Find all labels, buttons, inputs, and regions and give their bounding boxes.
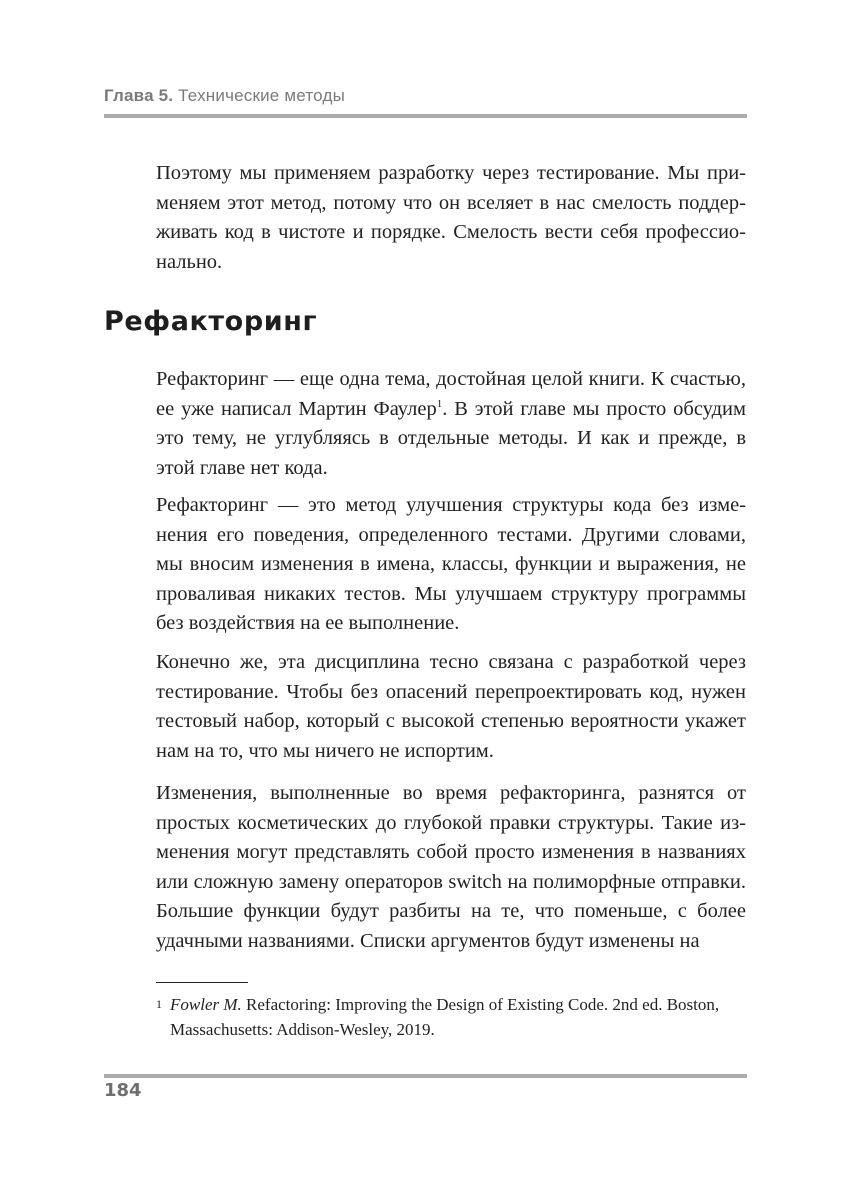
section-title: Рефакторинг	[104, 306, 318, 337]
running-head	[104, 86, 345, 106]
footnote-text	[170, 993, 746, 1042]
paragraph-refactoring-definition: Рефакторинг — это метод улучшения структуры кода без изменения его поведения, определенного тестами. Другими словами, мы вносим изменения в имена, классы, функции и выражения, не проваливая никаких тестов. Мы улучшаем структуру программы без воздействия на ее выполнение.	[156, 494, 746, 635]
footnote-divider	[156, 982, 248, 983]
paragraph-intro: Поэтому мы применяем разработку через тестирование. Мы применяем этот метод, потому что он вселяет в нас смелость поддерживать код в чистоте и порядке. Смелость вести себя профессионально.	[156, 162, 746, 273]
header-rule	[104, 114, 747, 118]
paragraph-text: . В этой главе мы просто обсудим это тему, не углубляясь в отдельные методы. И как и прежде, в этой главе нет кода.	[156, 397, 746, 479]
chapter-title: Технические методы	[178, 86, 345, 105]
chapter-label: Глава 5.	[104, 86, 174, 105]
paragraph-refactoring-intro	[156, 365, 746, 483]
footnote-reference[interactable]: 1	[436, 397, 443, 410]
page-number: 184	[104, 1080, 142, 1101]
footnote-citation: Refactoring: Improving the Design of Existing Code. 2nd ed. Boston, Massachusetts: Addison-Wesley, 2019.	[170, 995, 720, 1039]
paragraph-tdd-relation: Конечно же, эта дисциплина тесно связана с разработкой через тестирование. Чтобы без опасений перепроектировать код, нужен тестовый набор, который с высокой степенью вероятности укажет нам на то, что мы ничего не испортим.	[156, 651, 746, 762]
paragraph-refactoring-changes: Изменения, выполненные во время рефакторинга, разнятся от простых косметических до глубокой правки структуры. Такие изменения могут представлять собой просто изменения в названиях или сложную замену операторов switch на полиморфные отправки. Большие функции будут разбиты на те, что поменьше, с более удачными названиями. Списки аргументов будут изменены на	[156, 782, 746, 952]
footnote	[156, 993, 746, 1042]
footnote-number: 1	[156, 997, 162, 1011]
footnote-author: Fowler M.	[170, 995, 242, 1014]
footer-rule	[104, 1074, 747, 1078]
paragraph-text: Рефакторинг — еще одна тема, достойная целой книги. К счастью, ее уже написал Мартин Фаулер	[156, 368, 746, 420]
